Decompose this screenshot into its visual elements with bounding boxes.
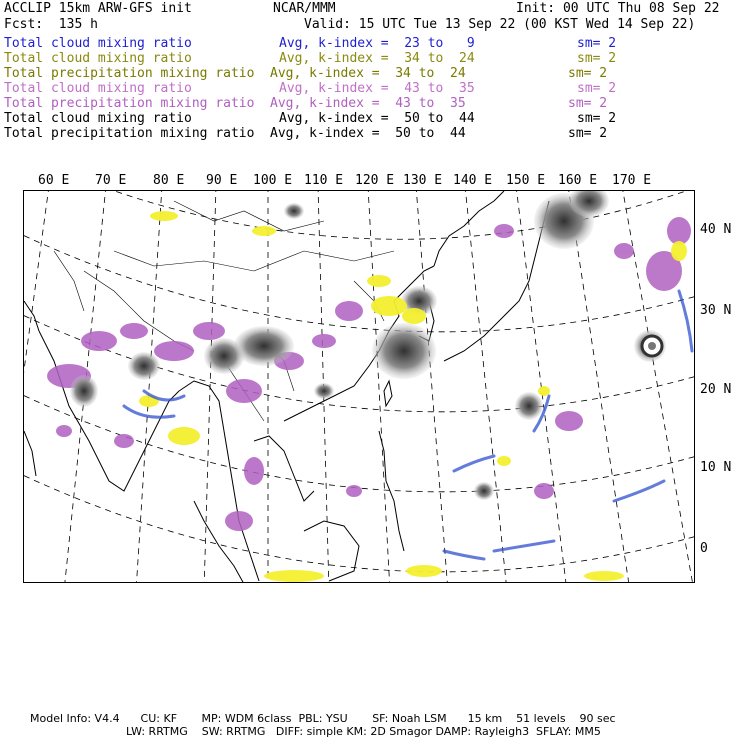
field-sm: sm= 2 [577, 81, 617, 96]
lon-label: 60 E [38, 173, 70, 188]
forecast-hour: Fcst: 135 h [4, 17, 98, 32]
lat-label: 30 N [700, 303, 732, 318]
model-title: ACCLIP 15km ARW-GFS init [4, 1, 192, 16]
map-panel [23, 190, 695, 583]
parallel-lines [24, 191, 695, 572]
field-name: Total precipitation mixing ratio [4, 96, 255, 111]
field-sm: sm= 2 [568, 66, 608, 81]
coastlines [24, 191, 549, 583]
field-name: Total cloud mixing ratio [4, 111, 192, 126]
field-name: Total precipitation mixing ratio [4, 66, 255, 81]
field-avg: Avg, k-index = 34 to 24 [270, 66, 466, 81]
field-sm: sm= 2 [568, 126, 608, 141]
field-avg: Avg, k-index = 43 to 35 [279, 81, 475, 96]
yellow-cloud-patches [139, 211, 687, 582]
lat-label: 40 N [700, 222, 732, 237]
field-sm: sm= 2 [577, 51, 617, 66]
lat-label: 0 [700, 541, 708, 556]
field-name: Total cloud mixing ratio [4, 36, 192, 51]
lon-label: 100 E [253, 173, 293, 188]
field-sm: sm= 2 [577, 36, 617, 51]
field-avg: Avg, k-index = 50 to 44 [270, 126, 466, 141]
model-info-line1: Model Info: V4.4 CU: KF MP: WDM 6class PBL: YSU SF: Noah LSM 15 km 51 levels 90 sec [30, 712, 616, 725]
lon-label: 70 E [95, 173, 127, 188]
valid-time: Valid: 15 UTC Tue 13 Sep 22 (00 KST Wed 14 Sep 22) [304, 17, 696, 32]
lon-label: 130 E [403, 173, 443, 188]
field-avg: Avg, k-index = 34 to 24 [279, 51, 475, 66]
lat-label: 20 N [700, 382, 732, 397]
lon-label: 150 E [506, 173, 546, 188]
field-avg: Avg, k-index = 43 to 35 [270, 96, 466, 111]
lon-label: 80 E [153, 173, 185, 188]
lon-label: 90 E [206, 173, 238, 188]
meridian-lines [24, 191, 694, 583]
field-name: Total precipitation mixing ratio [4, 126, 255, 141]
lon-label: 110 E [304, 173, 344, 188]
lat-label: 10 N [700, 460, 732, 475]
field-sm: sm= 2 [577, 111, 617, 126]
field-name: Total cloud mixing ratio [4, 51, 192, 66]
org-label: NCAR/MMM [273, 1, 336, 16]
lon-label: 120 E [355, 173, 395, 188]
field-name: Total cloud mixing ratio [4, 81, 192, 96]
lon-label: 140 E [453, 173, 493, 188]
field-sm: sm= 2 [568, 96, 608, 111]
map-svg [24, 191, 695, 583]
field-avg: Avg, k-index = 50 to 44 [279, 111, 475, 126]
lon-label: 170 E [612, 173, 652, 188]
lon-label: 160 E [558, 173, 598, 188]
init-time: Init: 00 UTC Thu 08 Sep 22 [516, 1, 720, 16]
typhoon-eye [642, 336, 662, 356]
model-info-line2: LW: RRTMG SW: RRTMG DIFF: simple KM: 2D Smagor DAMP: Rayleigh3 SFLAY: MM5 [126, 725, 601, 738]
field-avg: Avg, k-index = 23 to 9 [279, 36, 475, 51]
